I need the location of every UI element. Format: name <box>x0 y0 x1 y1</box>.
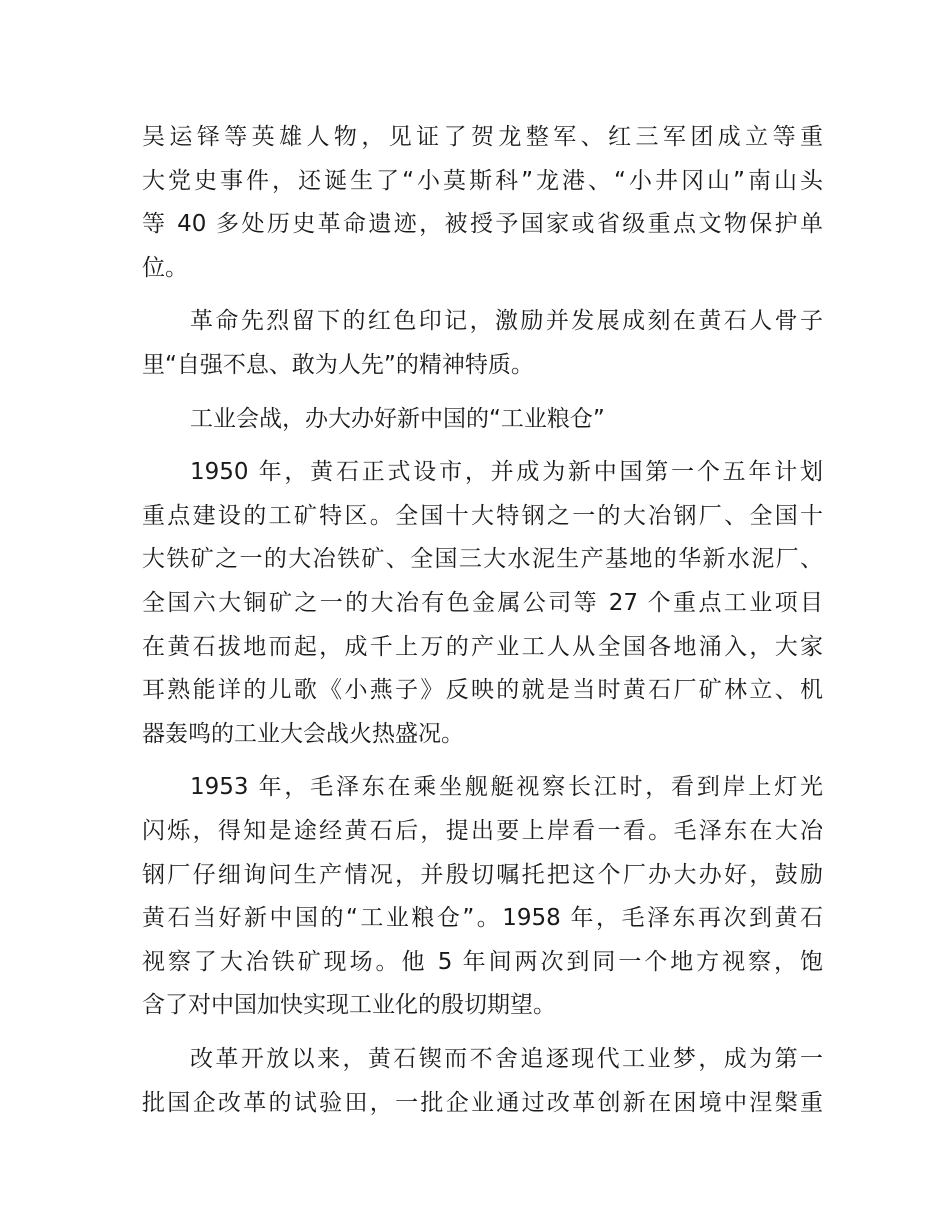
text-line: 耳熟能详的儿歌《小燕子》反映的就是当时黄石厂矿林立、机 <box>142 677 823 704</box>
text-line: 改革开放以来，黄石锲而不舍追逐现代工业梦，成为第一 <box>190 1046 823 1072</box>
text-line: 在黄石拔地而起，成千上万的产业工人从全国各地涌入，大家 <box>142 633 823 660</box>
text-line: 工业会战，办大办好新中国的“工业粮仓” <box>190 405 605 432</box>
text-line: 1953 年，毛泽东在乘坐舰艇视察长江时，看到岸上灯光 <box>190 774 823 801</box>
text-line: 批国企改革的试验田，一批企业通过改革创新在困境中涅槃重 <box>142 1089 823 1116</box>
text-line: 全国六大铜矿之一的大冶有色金属公司等 27 个重点工业项目 <box>142 590 823 616</box>
text-line: 吴运铎等英雄人物，见证了贺龙整军、红三军团成立等重 <box>142 124 823 150</box>
text-line: 位。 <box>142 254 188 281</box>
text-line: 含了对中国加快实现工业化的殷切期望。 <box>142 992 556 1019</box>
text-line: 等 40 多处历史革命遗迹，被授予国家或省级重点文物保护单 <box>142 211 823 238</box>
text-line: 黄石当好新中国的“工业粮仓”。1958 年，毛泽东再次到黄石 <box>142 905 823 932</box>
text-line: 1950 年，黄石正式设市，并成为新中国第一个五年计划 <box>190 459 823 486</box>
text-line: 重点建设的工矿特区。全国十大特钢之一的大冶钢厂、全国十 <box>142 502 823 529</box>
text-line: 闪烁，得知是途经黄石后，提出要上岸看一看。毛泽东在大冶 <box>142 818 823 844</box>
text-line: 大党史事件，还诞生了“小莫斯科”龙港、“小井冈山”南山头 <box>142 167 823 194</box>
text-line: 大铁矿之一的大冶铁矿、全国三大水泥生产基地的华新水泥厂、 <box>142 546 823 573</box>
text-line: 钢厂仔细询问生产情况，并殷切嘱托把这个厂办大办好，鼓励 <box>142 861 823 888</box>
text-line: 里“自强不息、敢为人先”的精神特质。 <box>142 352 534 378</box>
text-line: 革命先烈留下的红色印记，激励并发展成刻在黄石人骨子 <box>190 308 823 335</box>
text-line: 视察了大冶铁矿现场。他 5 年间两次到同一个地方视察，饱 <box>142 948 823 975</box>
text-line: 器轰鸣的工业大会战火热盛况。 <box>142 720 464 747</box>
